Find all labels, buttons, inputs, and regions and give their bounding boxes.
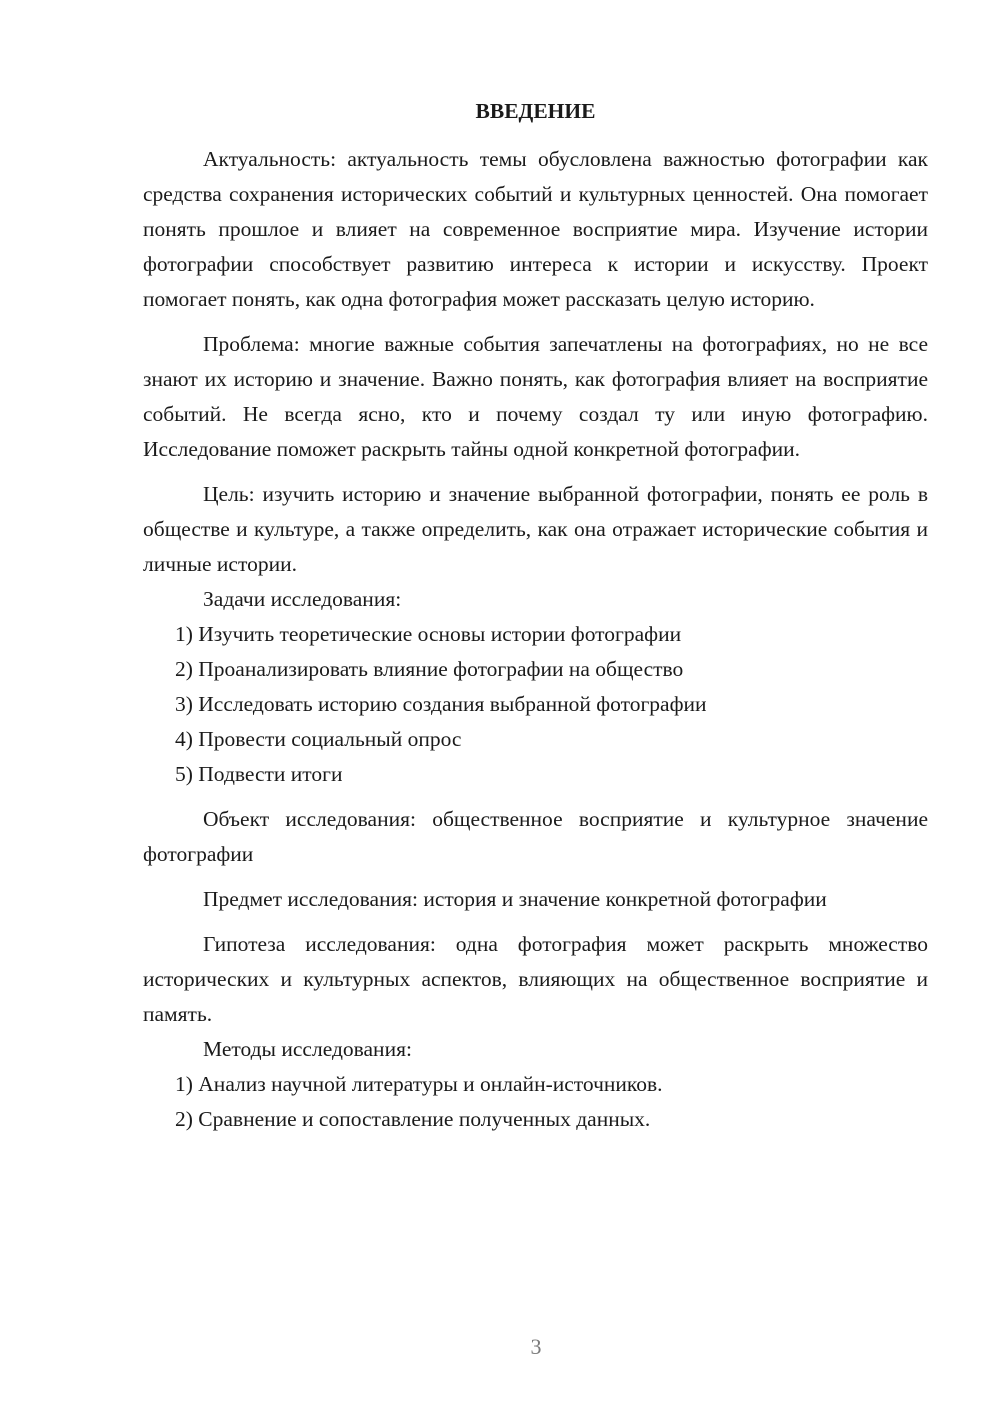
task-item: 2) Проанализировать влияние фотографии на общество [175,657,684,681]
tasks-heading: Задачи исследования: [203,587,402,611]
page-title: ВВЕДЕНИЕ [475,99,596,123]
task-item: 5) Подвести итоги [175,762,343,786]
method-item: 1) Анализ научной литературы и онлайн-источников. [175,1072,663,1096]
task-item: 4) Провести социальный опрос [175,727,462,751]
paragraph-problem: Проблема: многие важные события запечатлены на фотографиях, но не все знают их историю и значение. Важно понять, как фотография влияет на восприятие событий. Не всегда ясно, кто и почему создал ту или иную фотографию. Исследование поможет раскрыть тайны одной конкретной фотографии. [143,332,928,461]
paragraph-relevance: Актуальность: актуальность темы обусловлена важностью фотографии как средства сохранения исторических событий и культурных ценностей. Она помогает понять прошлое и влияет на современное восприятие мира. Изучение истории фотографии способствует развитию интереса к истории и искусству. Проект помогает понять, как одна фотография может рассказать целую историю. [143,147,928,311]
page-number: 3 [530,1334,542,1359]
paragraph-hypothesis: Гипотеза исследования: одна фотография может раскрыть множество исторических и культурных аспектов, влияющих на общественное восприятие и память. [143,932,928,1026]
methods-heading: Методы исследования: [203,1037,412,1061]
paragraph-object: Объект исследования: общественное восприятие и культурное значение фотографии [143,807,928,866]
page-content [143,94,928,1137]
paragraph-goal: Цель: изучить историю и значение выбранной фотографии, понять ее роль в обществе и культуре, а также определить, как она отражает исторические события и личные истории. [143,482,928,576]
paragraph-subject: Предмет исследования: история и значение конкретной фотографии [203,887,827,911]
task-item: 3) Исследовать историю создания выбранной фотографии [175,692,707,716]
method-item: 2) Сравнение и сопоставление полученных данных. [175,1107,651,1131]
task-item: 1) Изучить теоретические основы истории фотографии [175,622,682,646]
